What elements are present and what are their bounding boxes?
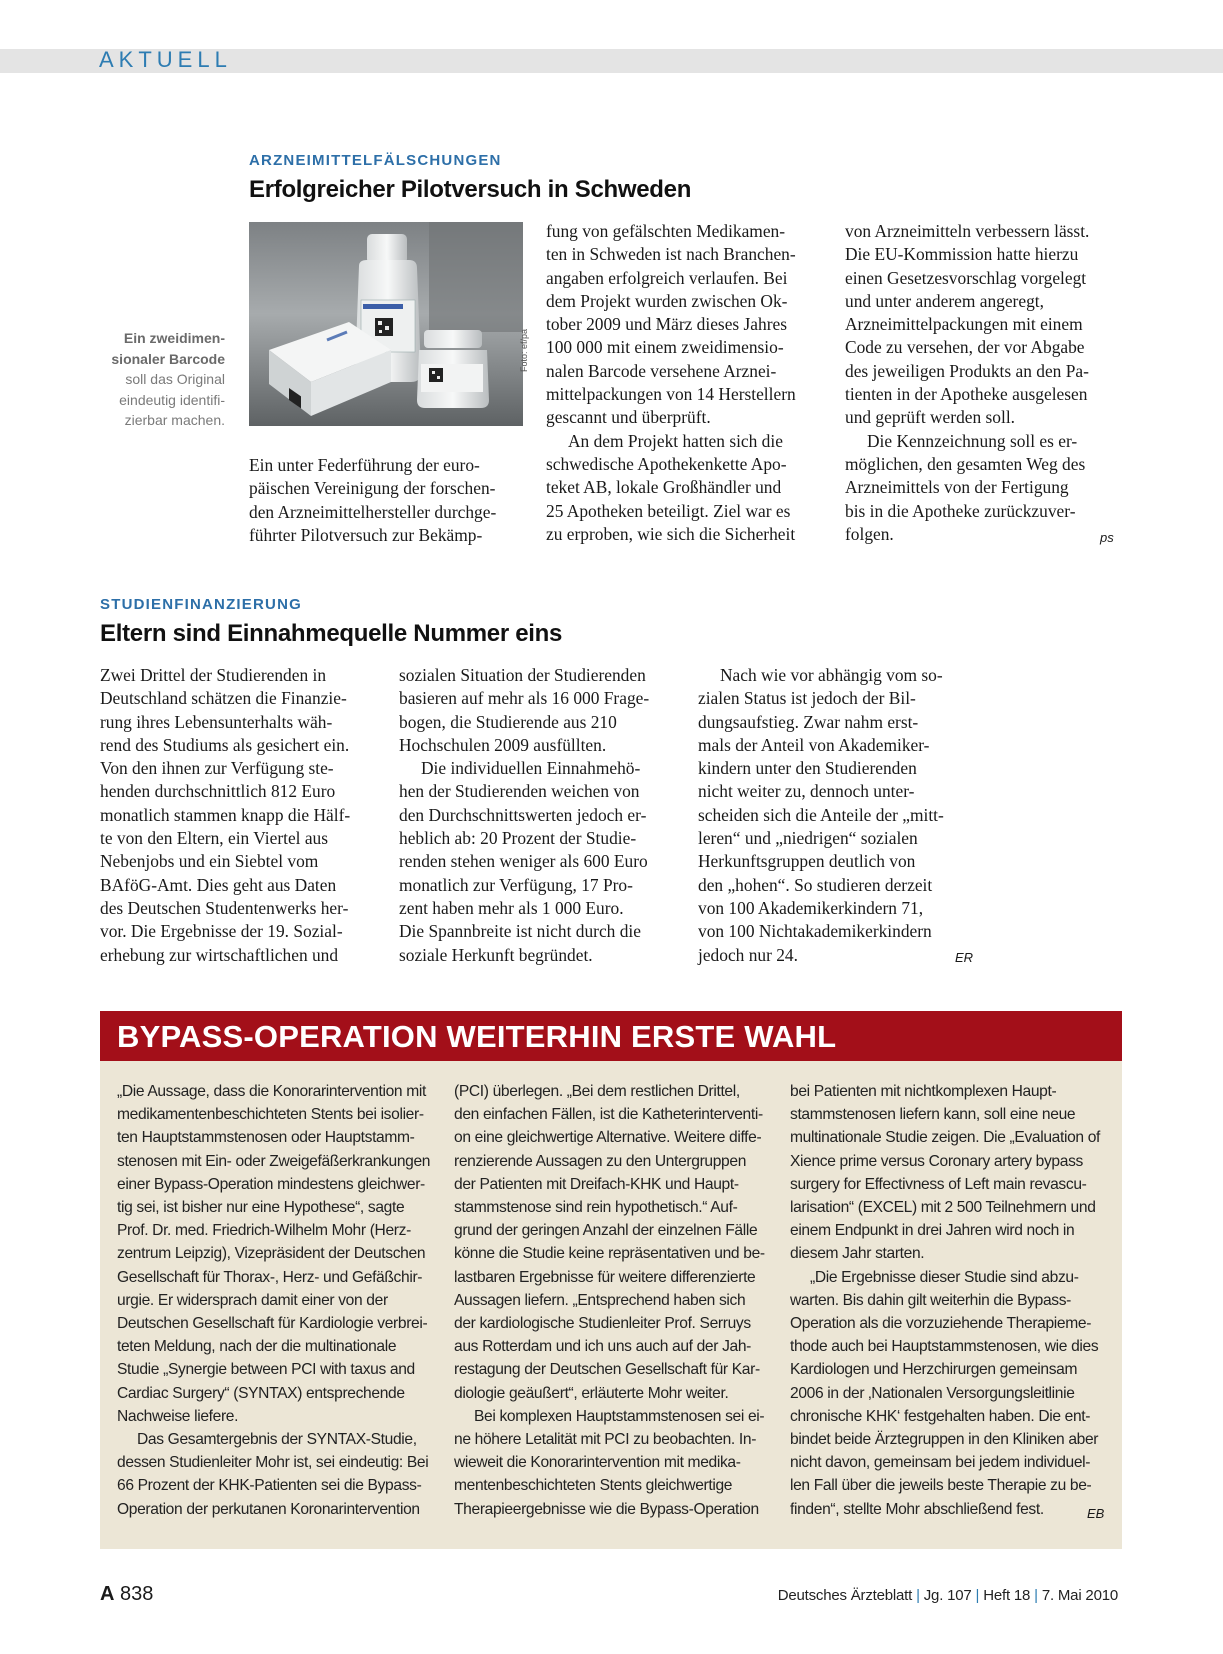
- section-label: AKTUELL: [99, 47, 232, 72]
- journal-name: Deutsches Ärzteblatt: [777, 1587, 913, 1604]
- box-column-1: [117, 1080, 435, 1521]
- article2-column-2: [399, 664, 672, 967]
- box-col3-paragraph-2: „Die Ergebnisse dieser Studie sind abzu- warten. Bis dahin gilt weiterhin die Bypass- Operation als die vorzuziehende Therapieme- thode auch bei Hauptstammstenosen, wie dies Kardiologen und Herzchirurgen gemeinsam 2006 in der ‚Nationalen Versorgungsleitlinie chronische KHK‘ festgehalten haben. Die ent- bindet beide Ärztegruppen in den Kliniken aber nicht davon, gemeinsam bei jedem individuel- len Fall über die jeweils beste Therapie zu be- finden“, stellte Mohr abschließend fest.: [790, 1268, 1099, 1518]
- article1-col2-paragraph-1: fung von gefälschten Medikamen- ten in Schweden ist nach Branchen- angaben erfolgreich verlaufen. Bei dem Projekt wurden zwischen Ok- tober 2009 und März dieses Jahres 100 000 mit einem zweidimensio- nalen Barcode versehene Arznei- mittelpackungen von 14 Herstellern gescannt und überprüft.: [546, 221, 796, 428]
- article1-col3-paragraph-2: Die Kennzeichnung soll es er- möglichen, den gesamten Weg des Arzneimittels von der Fertigung bis in die Apotheke zurückzuver- folgen.: [845, 430, 1086, 544]
- box-col1-paragraph-2: Das Gesamtergebnis der SYNTAX-Studie, dessen Studienleiter Mohr ist, sei eindeutig: Bei 66 Prozent der KHK-Patienten sei die Bypass- Operation der perkutanen Koronarintervention: [117, 1431, 429, 1518]
- article2-col1-paragraph: Zwei Drittel der Studierenden in Deutschland schätzen die Finanzie- rung ihres Lebensunterhalts wäh- rend des Studiums als gesichert ein. Von den ihnen zur Verfügung ste- henden durchschnittlich 812 Euro monatlich stammen knapp die Hälf- te von den Eltern, ein Viertel aus Nebenjobs und ein Siebtel vom BAföG-Amt. Dies geht aus Daten des Deutschen Studentenwerks her- vor. Die Ergebnisse der 19. Sozial- erhebung zur wirtschaftlichen und: [100, 665, 351, 965]
- box-col2-paragraph-1: (PCI) überlegen. „Bei dem restlichen Drittel, den einfachen Fällen, ist die Katheterinterventi- on eine gleichwertige Alternative. Weitere diffe- renzierende Aussagen zu den Untergruppen der Patienten mit Dreifach-KHK und Haupt- stammstenose sind rein hypothetisch.“ Auf- grund der geringen Anzahl der einzelnen Fälle könne die Studie keine repräsentativen und be- lastbaren Ergebnisse für weitere differenzierte Aussagen liefern. „Entsprechend haben sich der kardiologische Studienleiter Prof. Serruys aus Rotterdam und ich uns auch auf der Jah- restagung der Deutschen Gesellschaft für Kar- diologie geäußert“, erläuterte Mohr weiter.: [454, 1083, 765, 1402]
- journal-issue: Heft 18: [983, 1587, 1031, 1604]
- article2-column-3: [698, 664, 974, 967]
- journal-date: 7. Mai 2010: [1041, 1587, 1118, 1604]
- box-column-2: [454, 1080, 772, 1521]
- article2-col2-paragraph-2: Die individuellen Einnahmehö- hen der Studierenden weichen von den Durchschnittswerten jedoch er- heblich ab: 20 Prozent der Studie- renden stehen weniger als 600 Euro monatlich zur Verfügung, 17 Pro- zent haben mehr als 1 000 Euro. Die Spannbreite ist nicht durch die soziale Herkunft begründet.: [399, 758, 648, 965]
- article1-headline: Erfolgreicher Pilotversuch in Schweden: [249, 176, 692, 203]
- article2-signature: ER: [955, 950, 974, 965]
- info-box-title: BYPASS-OPERATION WEITERHIN ERSTE WAHL: [117, 1019, 837, 1054]
- article1-col3-paragraph-1: von Arzneimitteln verbessern lässt. Die EU-Kommission hatte hierzu einen Gesetzesvorschlag vorgelegt und unter anderem angeregt, Arzneimittelpackungen mit einem Code zu versehen, der vor Abgabe des jeweiligen Produkts an den Pa- tienten in der Apotheke ausgelesen und geprüft werden soll.: [845, 221, 1090, 428]
- article1-col2-paragraph-2: An dem Projekt hatten sich die schwedische Apothekenkette Apo- teket AB, lokale Großhändler und 25 Apotheken beteiligt. Ziel war es zu erproben, wie sich die Sicherheit: [546, 430, 796, 544]
- journal-footer: [778, 1587, 1118, 1604]
- article2-col3-paragraph: Nach wie vor abhängig vom so- zialen Status ist jedoch der Bil- dungsaufstieg. Zwar nahm erst- mals der Anteil von Akademiker- kindern unter den Studierenden nicht weiter zu, dennoch unter- scheiden sich die Anteile der „mitt- leren“ und „niedrigen“ sozialen Herkunftsgruppen deutlich von den „hohen“. So studieren derzeit von 100 Akademikerkindern 71, von 100 Nichtakademikerkindern jedoch nur 24.: [698, 665, 944, 965]
- photo-caption-text: soll das Original eindeutig identifi- zierbar machen.: [119, 371, 225, 428]
- page-number-value: 838: [120, 1583, 154, 1605]
- article1-kicker: ARZNEIMITTELFÄLSCHUNGEN: [249, 152, 502, 169]
- article1-column-1: [249, 454, 523, 547]
- footer-divider: |: [975, 1587, 980, 1604]
- article1-col1-paragraph: Ein unter Federführung der euro- päischen Vereinigung der forschen- den Arzneimittelhersteller durchge- führter Pilotversuch zur Bekämp-: [249, 455, 497, 545]
- photo-credit: Foto: ef/pa: [519, 328, 529, 372]
- box-col1-paragraph-1: „Die Aussage, dass die Konorarintervention mit medikamentenbeschichteten Stents bei isolier- ten Hauptstammstenosen oder Hauptstamm- stenosen mit Ein- oder Zweigefäßerkrankungen einer Bypass-Operation mindestens gleichwer- tig sei, ist bisher nur eine Hypothese“, sagte Prof. Dr. med. Friedrich-Wilhelm Mohr (Herz- zentrum Leipzig), Vizepräsident der Deutschen Gesellschaft für Thorax-, Herz- und Gefäßchir- urgie. Er widersprach damit einer von der Deutschen Gesellschaft für Kardiologie verbrei- teten Meldung, nach der die multinationale Studie „Synergie between PCI with taxus and Cardiac Surgery“ (SYNTAX) entsprechende Nachweise liefere.: [117, 1083, 431, 1425]
- medicine-packages-photo: [249, 222, 523, 426]
- footer-divider: |: [1034, 1587, 1038, 1604]
- box-col2-paragraph-2: Bei komplexen Hauptstammstenosen sei ei- ne höhere Letalität mit PCI zu beobachten. In- wieweit die Konorarintervention mit medika- mentenbeschichteten Stents gleichwertige Therapieergebnisse wie die Bypass-Operation: [454, 1407, 765, 1518]
- article2-kicker: STUDIENFINANZIERUNG: [100, 596, 302, 613]
- box-column-3: [790, 1080, 1108, 1521]
- article2-column-1: [100, 664, 373, 967]
- article1-signature: ps: [1100, 530, 1114, 545]
- box-col3-paragraph-1: bei Patienten mit nichtkomplexen Haupt- stammstenosen liefern kann, soll eine neue multinationale Studie zeigen. Die „Evaluation of Xience prime versus Coronary artery bypass surgery for Effectivness of Left main revascu- larisation“ (EXCEL) mit 2 500 Teilnehmern und einem Endpunkt in drei Jahren wird noch in diesem Jahr starten.: [790, 1083, 1100, 1263]
- box-signature: EB: [1087, 1506, 1105, 1521]
- page-prefix: A: [100, 1583, 115, 1605]
- photo-caption: [100, 328, 225, 431]
- footer-divider: |: [916, 1587, 920, 1604]
- article2-headline: Eltern sind Einnahmequelle Nummer eins: [100, 620, 563, 647]
- page-number: [100, 1583, 153, 1606]
- journal-volume: Jg. 107: [923, 1587, 972, 1604]
- article1-column-3: [845, 220, 1118, 546]
- article2-col2-paragraph-1: sozialen Situation der Studierenden basieren auf mehr als 16 000 Frage- bogen, die Studierende aus 210 Hochschulen 2009 ausfüllten.: [399, 665, 650, 755]
- photo-caption-bold: Ein zweidimen- sionaler Barcode: [111, 330, 225, 367]
- article1-column-2: [546, 220, 819, 546]
